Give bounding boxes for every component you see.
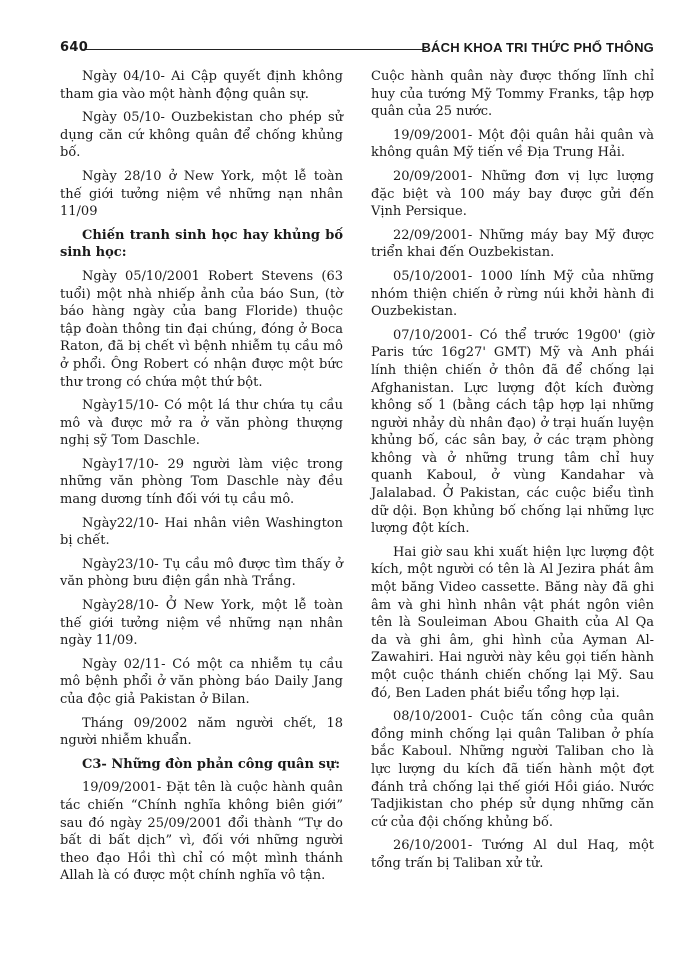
section-heading: Chiến tranh sinh học hay khủng bố sinh học: (60, 227, 343, 261)
paragraph: Ngày 05/10/2001 Robert Stevens (63 tuổi) một nhà nhiếp ảnh của báo Sun, (tờ báo hàng ngày của bang Floride) thuộc tập đoàn thông tin đại chúng, đóng ở Boca Raton, đã bị chết vì bệnh nhiễm tụ cầu mô ở phổi. Ông Robert có nhận được một bức thư trong có chứa một thứ bột. (60, 268, 343, 390)
paragraph: 07/10/2001- Có thể trước 19g00' (giờ Paris tức 16g27' GMT) Mỹ và Anh phái lính thiện chiến ở thôn đã để chống lại Afghanistan. Lực lượng đột kích đường không số 1 (bằng cách tập hợp lại những người nhảy dù nhân đạo) ở trại huấn luyện khủng bố, các sân bay, ở các trạm phòng không và ở những trung tâm chỉ huy quanh Kaboul, ở vùng Kandahar và Jalalabad. Ở Pakistan, các cuộc biểu tình dữ dội. Bọn khủng bố chống lại những lực lượng đột kích. (371, 327, 654, 537)
paragraph: 26/10/2001- Tướng Al dul Haq, một tổng trấn bị Taliban xử tử. (371, 838, 654, 871)
paragraph: 08/10/2001- Cuộc tấn công của quân đồng minh chống lại quân Taliban ở phía bắc Kaboul. Những người Taliban cho là lực lượng du kích đã tiến hành một đợt đánh trả chống lại thế giới Hồi giáo. Nước Tadjikistan cho phép sử dụng những căn cứ của đội chống khủng bố. (371, 709, 654, 830)
page-header (60, 40, 654, 60)
paragraph: 20/09/2001- Những đơn vị lực lượng đặc biệt và 100 máy bay được gửi đến Vịnh Persique. (371, 168, 654, 220)
header-rule (86, 49, 426, 50)
paragraph: Ngày22/10- Hai nhân viên Washington bị chết. (60, 515, 343, 549)
paragraph: 05/10/2001- 1000 lính Mỹ của những nhóm thiện chiến ở rừng núi khởi hành đi Ouzbekistan. (371, 268, 654, 320)
right-column (371, 68, 654, 879)
paragraph: Ngày28/10- Ở New York, một lễ toàn thế giới tưởng niệm về những nạn nhân ngày 11/09. (60, 598, 343, 649)
paragraph: Ngày23/10- Tụ cầu mô được tìm thấy ở văn phòng bưu điện gần nhà Trắng. (60, 556, 343, 590)
paragraph: 19/09/2001- Đặt tên là cuộc hành quân tác chiến “Chính nghĩa không biên giới” sau đó ngày 25/09/2001 đổi thành “Tự do bất di bất dịch” vì, đối với những người theo đạo Hồi thì chỉ có một mình thánh Allah là có được một chính nghĩa vô tận. (60, 780, 343, 884)
paragraph: Cuộc hành quân này được thống lĩnh chỉ huy của tướng Mỹ Tommy Franks, tập hợp quân của 25 nước. (371, 69, 654, 120)
paragraph: Tháng 09/2002 năm người chết, 18 người nhiễm khuẩn. (60, 715, 343, 749)
section-heading: C3- Những đòn phản công quân sự: (82, 756, 341, 772)
paragraph: 22/09/2001- Những máy bay Mỹ được triển khai đến Ouzbekistan. (371, 227, 654, 261)
paragraph: 19/09/2001- Một đội quân hải quân và không quân Mỹ tiến về Địa Trung Hải. (371, 127, 654, 161)
left-column (60, 68, 343, 891)
paragraph: Ngày 05/10- Ouzbekistan cho phép sử dụng căn cứ không quân để chống khủng bố. (60, 110, 343, 161)
paragraph: Ngày15/10- Có một lá thư chứa tụ cầu mô và được mở ra ở văn phòng thượng nghị sỹ Tom Daschle. (60, 398, 343, 449)
page-number: 640 (60, 40, 89, 55)
paragraph: Ngày 02/11- Có một ca nhiễm tụ cầu mô bệnh phổi ở văn phòng báo Daily Jang của độc giả Pakistan ở Bilan. (60, 656, 343, 707)
paragraph: Ngày 28/10 ở New York, một lễ toàn thế giới tưởng niệm về những nạn nhân 11/09 (60, 168, 343, 220)
paragraph: Ngày17/10- 29 người làm việc trong những văn phòng Tom Daschle này đều mang dương tính đối với tụ cầu mô. (60, 456, 343, 508)
paragraph: Ngày 04/10- Ai Cập quyết định không tham gia vào một hành động quân sự. (60, 69, 343, 102)
paragraph: Hai giờ sau khi xuất hiện lực lượng đột kích, một người có tên là Al Jezira phát âm một băng Video cassette. Băng này đã ghi âm và ghi hình nhân vật phát ngôn viên tên là Souleiman Abou Ghaith của Al Qa da và ghi âm, ghi hình của Ayman Al- Zawahiri. Hai người này kêu gọi tiến hành một cuộc thánh chiến chống lại Mỹ. Sau đó, Ben Laden phát biểu tổng hợp lại. (371, 544, 654, 701)
running-title: BÁCH KHOA TRI THỨC PHỔ THÔNG (421, 40, 654, 55)
